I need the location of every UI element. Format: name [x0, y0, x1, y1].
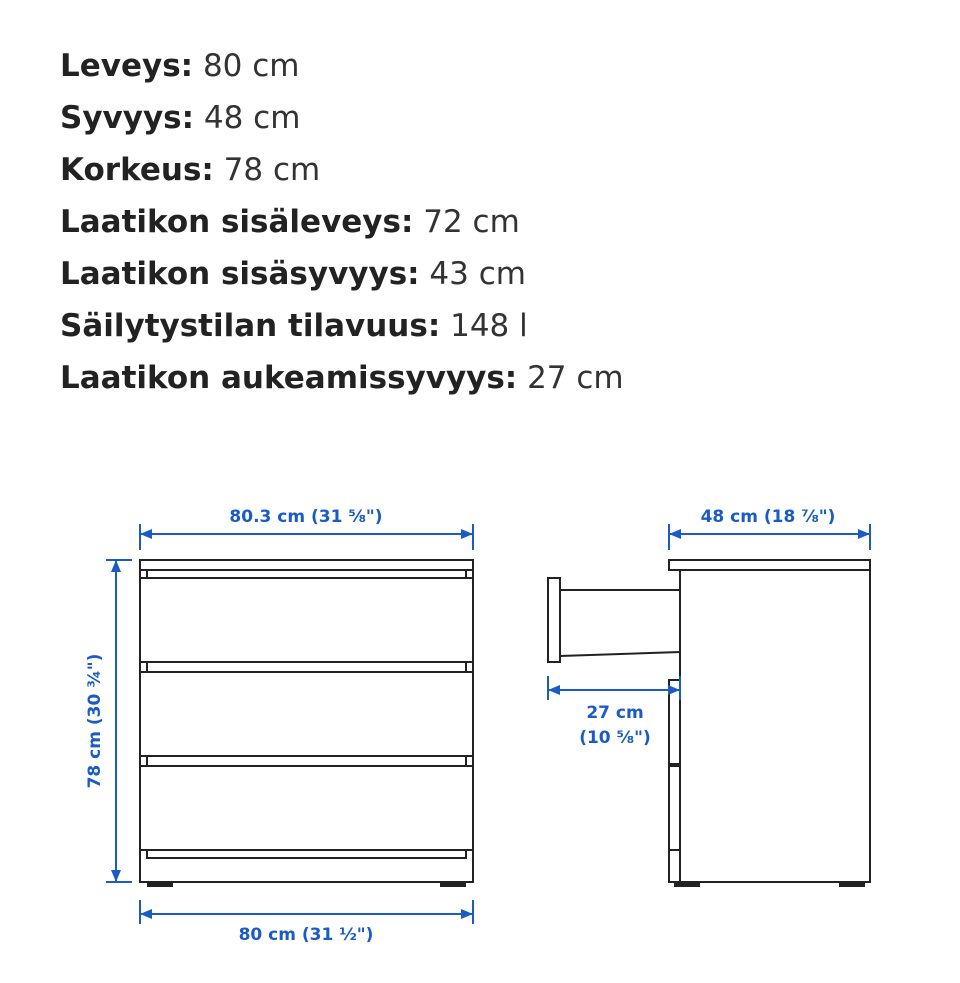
front-bottom-width-label: 80 cm (31 ½") — [238, 925, 374, 945]
dimension-labels — [85, 507, 835, 945]
height-label: 78 cm (30 ¾") — [85, 653, 105, 789]
arrowhead — [461, 909, 473, 919]
front-view — [140, 560, 473, 886]
dimension-lines — [106, 524, 870, 924]
arrowhead — [461, 529, 473, 539]
spec-value: 78 cm — [223, 152, 321, 188]
spec-label: Säilytystilan tilavuus: — [60, 308, 441, 344]
drawer-3-top-edge — [147, 756, 466, 766]
drawer-1-top-edge — [147, 570, 466, 578]
side-body — [680, 570, 870, 882]
front-left-foot — [148, 882, 172, 886]
spec-drawer-inner-width — [60, 196, 624, 248]
front-top-width-label: 80.3 cm (31 ⅝") — [229, 507, 383, 527]
spec-value: 80 cm — [202, 48, 300, 84]
arrowhead — [668, 685, 680, 695]
spec-value: 27 cm — [527, 360, 624, 396]
drawer-open-label-line1: 27 cm — [586, 703, 644, 723]
arrowhead — [858, 529, 870, 539]
spec-value: 148 l — [450, 308, 528, 344]
spec-value: 48 cm — [203, 100, 301, 136]
side-drawer-3 — [669, 766, 680, 850]
plinth-edge — [147, 850, 466, 858]
dimension-diagram — [0, 480, 960, 980]
open-drawer-body — [560, 590, 680, 656]
arrowhead — [140, 529, 152, 539]
arrowhead — [669, 529, 681, 539]
spec-label: Laatikon aukeamissyvyys: — [60, 360, 518, 396]
spec-drawer-opening-depth — [60, 352, 624, 404]
drawer-2-front — [140, 672, 473, 756]
spec-label: Laatikon sisäleveys: — [60, 204, 414, 240]
spec-value: 43 cm — [429, 256, 526, 292]
side-view — [548, 560, 870, 886]
spec-label: Leveys: — [60, 48, 194, 84]
arrowhead — [548, 685, 560, 695]
spec-storage-volume — [60, 300, 624, 352]
open-drawer-front — [548, 578, 560, 662]
spec-depth — [60, 92, 624, 144]
arrowheads — [111, 529, 870, 919]
spec-label: Laatikon sisäsyvyys: — [60, 256, 420, 292]
arrowhead — [111, 870, 121, 882]
front-body — [140, 570, 473, 882]
arrowhead — [111, 560, 121, 572]
side-back-foot — [840, 882, 864, 886]
spec-width — [60, 40, 624, 92]
spec-label: Syvyys: — [60, 100, 195, 136]
spec-value: 72 cm — [423, 204, 520, 240]
front-right-foot — [441, 882, 465, 886]
drawer-1-front — [140, 578, 473, 662]
spec-list — [60, 40, 624, 404]
side-plinth — [669, 850, 680, 882]
drawer-2-top-edge — [147, 662, 466, 672]
side-front-foot — [675, 882, 699, 886]
arrowhead — [140, 909, 152, 919]
front-top-panel — [140, 560, 473, 570]
spec-drawer-inner-depth — [60, 248, 624, 300]
depth-label: 48 cm (18 ⅞") — [700, 507, 836, 527]
drawer-open-label-line2: (10 ⅝") — [579, 728, 651, 748]
spec-label: Korkeus: — [60, 152, 214, 188]
drawer-3-front — [140, 766, 473, 850]
side-top-panel — [669, 560, 870, 570]
spec-height — [60, 144, 624, 196]
